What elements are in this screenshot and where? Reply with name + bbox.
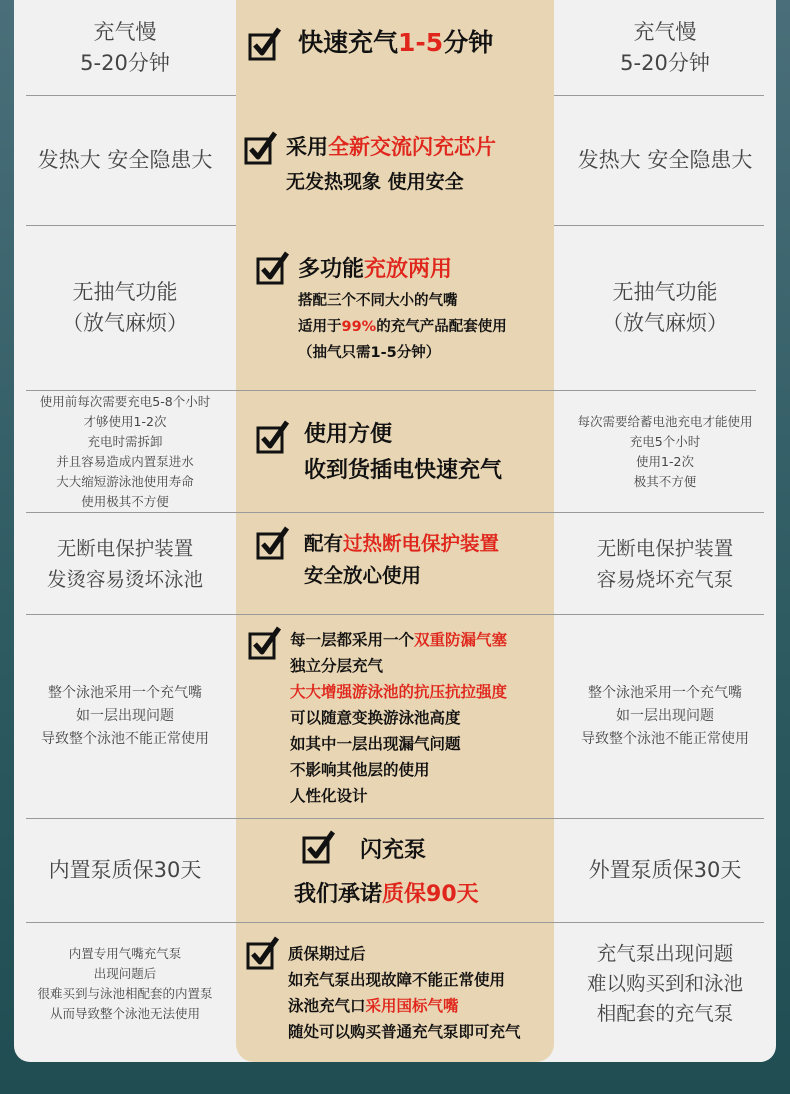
left-cell	[14, 226, 236, 390]
left-line: 很难买到与泳池相配套的内置泵	[37, 985, 213, 1001]
checkbox-icon	[256, 250, 290, 286]
center-cell	[236, 615, 554, 818]
center-line-highlight: 大大增强游泳池的抗压抗拉强度	[290, 683, 508, 701]
checkbox-icon	[256, 419, 290, 455]
left-cell	[14, 391, 236, 512]
right-line: 整个泳池采用一个充气嘴	[588, 685, 742, 701]
center-text-highlight: 全新交流闪充芯片	[328, 135, 496, 159]
center-line: 使用方便	[304, 422, 393, 447]
center-cell	[236, 96, 554, 225]
center-text: 多功能	[298, 257, 365, 282]
center-line: 可以随意变换游泳池高度	[290, 709, 461, 727]
left-cell	[14, 615, 236, 818]
center-line: （抽气只需1-5分钟）	[298, 345, 441, 361]
center-line	[298, 314, 507, 340]
center-text: 采用	[286, 135, 328, 159]
comparison-row-protection	[14, 513, 776, 614]
left-line: 充气慢	[93, 19, 157, 44]
right-line: 极其不方便	[633, 473, 697, 489]
comparison-row-deflate	[14, 226, 776, 390]
center-line	[286, 132, 496, 162]
comparison-row-charge-speed	[14, 0, 776, 95]
checkbox-icon	[248, 26, 282, 62]
center-line: 搭配三个不同大小的气嘴	[298, 293, 458, 309]
right-cell	[554, 615, 776, 818]
center-text-highlight: 99%	[341, 319, 377, 335]
left-line: 导致整个泳池不能正常使用	[41, 731, 209, 747]
center-cell	[236, 513, 554, 614]
left-line: 发热大 安全隐患大	[37, 148, 213, 172]
right-line: （放气麻烦）	[602, 311, 728, 335]
left-cell	[14, 513, 236, 614]
center-line: 安全放心使用	[304, 564, 422, 587]
center-text-highlight: 1-5	[398, 28, 444, 57]
left-line: 内置泵质保30天	[48, 858, 202, 882]
left-line: 无抽气功能	[72, 280, 178, 304]
center-text-highlight: 采用国标气嘴	[365, 997, 459, 1015]
right-line: 充气泵出现问题	[596, 941, 734, 965]
left-line: 5-20分钟	[80, 50, 170, 75]
right-line: 相配套的充气泵	[596, 1001, 734, 1025]
left-line: 并且容易造成内置泵进水	[56, 453, 194, 469]
left-cell	[14, 923, 236, 1062]
left-line: 使用前每次需要充电5-8个小时	[39, 393, 211, 409]
right-line: 如一层出现问题	[616, 708, 714, 724]
comparison-row-heat	[14, 96, 776, 225]
center-text: 我们承诺	[294, 882, 383, 907]
center-cell	[236, 226, 554, 390]
center-line: 人性化设计	[290, 787, 368, 805]
center-line	[304, 529, 499, 559]
right-line: 每次需要给蓄电池充电才能使用	[577, 413, 753, 429]
center-text-highlight: 充放两用	[364, 257, 453, 282]
right-cell	[554, 923, 776, 1062]
checkbox-icon	[256, 525, 290, 561]
left-line: 大大缩短游泳池使用寿命	[56, 473, 194, 489]
right-cell	[554, 226, 776, 390]
left-line: 使用极其不方便	[81, 493, 169, 509]
right-line: 外置泵质保30天	[588, 858, 742, 882]
left-line: 整个泳池采用一个充气嘴	[48, 685, 202, 701]
right-cell	[554, 0, 776, 95]
center-line: 无发热现象 使用安全	[286, 171, 464, 193]
left-line: 发烫容易烫坏泳池	[46, 567, 203, 591]
center-text-highlight: 质保90天	[382, 882, 479, 907]
comparison-row-warranty	[14, 819, 776, 922]
center-text: 泳池充气口	[288, 997, 366, 1015]
center-text-highlight: 过热断电保护装置	[343, 532, 500, 555]
left-line: （放气麻烦）	[62, 311, 188, 335]
center-line	[288, 993, 459, 1019]
right-line: 充电5个小时	[629, 433, 701, 449]
right-line: 无抽气功能	[612, 280, 718, 304]
right-line: 难以购买到和泳池	[586, 971, 743, 995]
center-line: 随处可以购买普通充气泵即可充气	[288, 1023, 521, 1041]
checkbox-icon	[248, 625, 282, 661]
right-line: 无断电保护装置	[596, 536, 734, 560]
center-line: 质保期过后	[288, 945, 366, 963]
center-line: 不影响其他层的使用	[290, 761, 430, 779]
center-cell	[236, 391, 554, 512]
center-cell	[236, 0, 554, 95]
checkbox-icon	[302, 829, 336, 865]
right-cell	[554, 96, 776, 225]
left-cell	[14, 0, 236, 95]
center-line	[298, 26, 493, 60]
left-cell	[14, 819, 236, 922]
center-text: 适用于	[298, 319, 342, 335]
center-line	[294, 879, 479, 911]
center-text: 分钟	[443, 28, 494, 57]
left-line: 才够使用1-2次	[83, 413, 167, 429]
right-line: 导致整个泳池不能正常使用	[581, 731, 749, 747]
right-line: 使用1-2次	[636, 453, 694, 469]
center-cell	[236, 819, 554, 922]
left-line: 出现问题后	[93, 965, 157, 981]
comparison-row-layers	[14, 615, 776, 818]
checkbox-icon	[246, 935, 280, 971]
right-cell	[554, 513, 776, 614]
right-line: 5-20分钟	[620, 50, 710, 75]
right-line: 充气慢	[633, 19, 697, 44]
center-line: 如其中一层出现漏气问题	[290, 735, 461, 753]
left-line: 如一层出现问题	[76, 708, 174, 724]
center-line: 闪充泵	[360, 838, 427, 863]
left-line: 充电时需拆卸	[87, 433, 163, 449]
checkbox-icon	[244, 130, 278, 166]
comparison-card	[14, 0, 776, 1062]
left-line: 从而导致整个泳池无法使用	[49, 1005, 200, 1021]
center-line: 收到货插电快速充气	[304, 458, 503, 483]
center-line	[298, 254, 452, 286]
left-line: 无断电保护装置	[56, 536, 194, 560]
center-text: 快速充气	[298, 28, 399, 57]
comparison-row-convenience	[14, 391, 776, 512]
left-cell	[14, 96, 236, 225]
center-line: 独立分层充气	[290, 657, 384, 675]
comparison-row-after-warranty	[14, 923, 776, 1062]
center-text: 配有	[304, 532, 344, 555]
left-line: 内置专用气嘴充气泵	[68, 945, 182, 961]
center-line	[290, 627, 507, 653]
right-line: 容易烧坏充气泵	[596, 567, 734, 591]
center-text: 的充气产品配套使用	[376, 319, 507, 335]
right-cell	[554, 391, 776, 512]
center-line: 如充气泵出现故障不能正常使用	[288, 971, 506, 989]
center-text: 每一层都采用一个	[290, 631, 415, 649]
right-cell	[554, 819, 776, 922]
center-cell	[236, 923, 554, 1062]
right-line: 发热大 安全隐患大	[577, 148, 753, 172]
center-text-highlight: 双重防漏气塞	[414, 631, 508, 649]
